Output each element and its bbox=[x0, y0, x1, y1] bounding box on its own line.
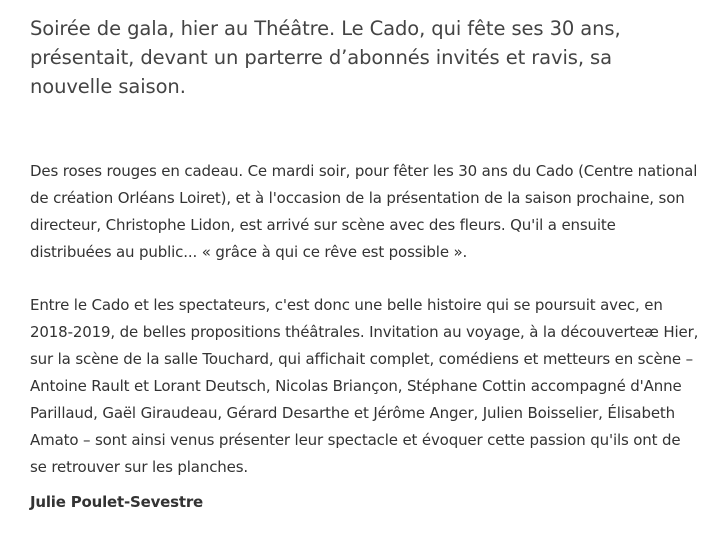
article-paragraph-1: Des roses rouges en cadeau. Ce mardi soir, pour fêter les 30 ans du Cado (Centre national de création Orléans Loiret), et à l'occasion de la présentation de la saison prochaine, son directeur, Christophe Lidon, est arrivé sur scène avec des fleurs. Qu'il a ensuite distribuées au public... « grâce à qui ce rêve est possible ». bbox=[30, 162, 698, 261]
article-body bbox=[30, 14, 700, 516]
article-author: Julie Poulet-Sevestre bbox=[30, 493, 204, 511]
article-paragraph-2: Entre le Cado et les spectateurs, c'est donc une belle histoire qui se poursuit avec, en 2018-2019, de belles propositions théâtrales. Invitation au voyage, à la découverteæ Hier, sur la scène de la salle Touchard, qui affichait complet, comédiens et metteurs en scène – Antoine Rault et Lorant Deutsch, Nicolas Briançon, Stéphane Cottin accompagné d'Anne Parillaud, Gaël Giraudeau, Gérard Desarthe et Jérôme Anger, Julien Boisselier, Élisabeth Amato – sont ainsi venus présenter leur spectacle et évoquer cette passion qu'ils ont de se retrouver sur les planches. bbox=[30, 296, 699, 476]
article-lede: Soirée de gala, hier au Théâtre. Le Cado, qui fête ses 30 ans, présentait, devant un parterre d’abonnés invités et ravis, sa nouvelle saison. bbox=[30, 17, 621, 98]
